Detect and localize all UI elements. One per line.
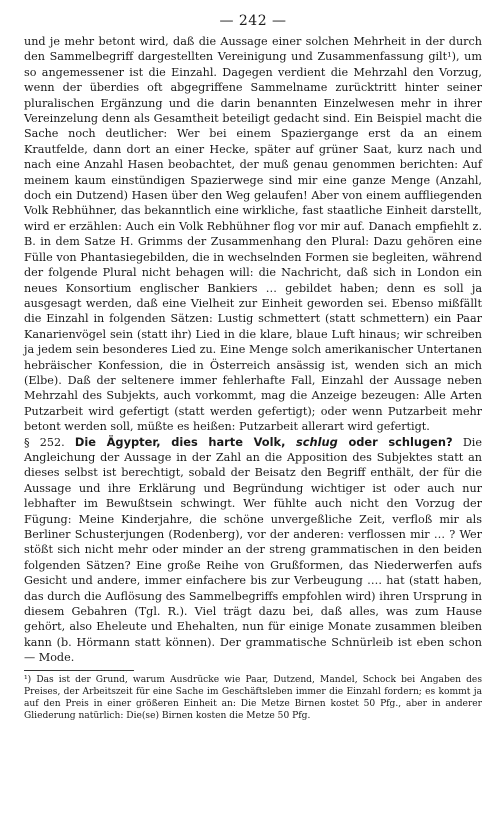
footnote (24, 674, 482, 723)
section-number: § 252. (24, 435, 65, 449)
section-heading-part-2: oder schlugen? (348, 434, 453, 449)
section-252 (24, 435, 482, 666)
footnote-mark: ¹) (24, 674, 32, 685)
section-heading-part-1: Die Ägypter, dies harte Volk, (74, 434, 286, 449)
page-number: — 242 — (219, 13, 287, 29)
section-heading-italic: schlug (296, 434, 338, 449)
section-heading (75, 435, 453, 449)
footnote-text: Das ist der Grund, warum Ausdrücke wie Paar, Dutzend, Mandel, Schock bei Angaben des Preises, der Arbeitszeit für eine Sache im Geschäftsleben immer die Einzahl fordern; es kommt ja auf den Preis in einer größeren Einheit an: Die Metze Birnen kostet 50 Pfg., aber in anderer Gliederung natürlich: Die(se) Birnen kosten die Metze 50 Pfg. (24, 674, 482, 722)
footnote-divider (24, 670, 134, 671)
section-body: Die Angleichung der Aussage in der Zahl an die Apposition des Subjektes statt an dieses selbst ist berechtigt, sobald der Beisatz den Begriff enthält, der für die Aussage und ihre Erklärung und Begründung wichtiger ist oder auch nur lebhafter im Bewußtsein schwingt. Wer fühlte auch nicht den Vorzug der Fügung: Meine Kinderjahre, die schöne unvergeßliche Zeit, verfloß mir als Berliner Schusterjungen (Rodenberg), vor der anderen: verflossen mir … ? Wer stößt sich nicht mehr oder minder an der streng grammatischen in den beiden folgenden Sätzen? Eine große Reihe von Grußformen, das Niederwerfen aufs Gesicht und andere, immer einfachere bis zur Verbeugung …. hat (statt haben, das durch die Auflösung des Sammelbegriffs empfohlen wird) ihren Ursprung in diesem Gebahren (Tgl. R.). Viel trägt dazu bei, daß alles, was zum Hause gehört, also Eheleute und Ehehalten, nun für einige Monate zusammen bleiben kann (b. Hörmann statt können). Der grammatische Schnürleib ist eben schon — Mode. (24, 435, 482, 665)
paragraph-body: und je mehr betont wird, daß die Aussage einer solchen Mehrheit in der durch den Sammelbegriff dargestellten Vereinigung und Zusammenfassung gilt¹), um so angemessener ist die Einzahl. Dagegen verdient die Mehrzahl den Vorzug, wenn der überdies oft abgegriffene Sammelname zurücktritt hinter seiner pluralischen Ergänzung und die darin benannten Einzelwesen mehr in ihrer Vereinzelung denn als Gesamtheit beteiligt gedacht sind. Ein Beispiel macht die Sache noch deutlicher: Wer bei einem Spaziergange erst da an einem Krautfelde, dann dort an einer Hecke, später auf grüner Saat, kurz nach und nach eine Anzahl Hasen beobachtet, der muß genau genommen berichten: Auf meinem kaum einstündigen Spazierwege sind mir eine ganze Menge (Anzahl, doch ein Dutzend) Hasen über den Weg gelaufen! Aber von einem auffliegenden Volk Rebhühner, das bekanntlich eine wirkliche, fast staatliche Einheit darstellt, wird er erzählen: Auch ein Volk Rebhühner flog vor mir auf. Danach empfiehlt z. B. in dem Satze H. Grimms der Zusammenhang den Plural: Dazu gehören eine Fülle von Phantasiegebilden, die in wechselnden Formen sie begleiten, während der folgende Plural nicht behagen will: die Nachricht, daß sich in London ein neues Konsortium englischer Bankiers … gebildet haben; denn es soll ja ausgesagt werden, daß eine Vielheit zur Einheit geworden sei. Ebenso mißfällt die Einzahl in folgenden Sätzen: Lustig schmettert (statt schmettern) ein Paar Kanarienvögel sein (statt ihr) Lied in die klare, blaue Luft hinaus; wir schreiben ja jedem sein besonderes Lied zu. Eine Menge solch amerikanischer Untertanen hebräischer Konfession, die in Österreich ansässig ist, wenden sich an mich (Elbe). Daß der seltenere immer fehlerhafte Fall, Einzahl der Aussage neben Mehrzahl des Subjekts, auch vorkommt, mag die Anzeige bezeugen: Alle Arten Putzarbeit wird gefertigt (statt werden gefertigt); oder wenn Putzarbeit mehr betont werden soll, müßte es heißen: Putzarbeit allerart wird gefertigt. (24, 35, 482, 434)
document-page (24, 10, 482, 722)
